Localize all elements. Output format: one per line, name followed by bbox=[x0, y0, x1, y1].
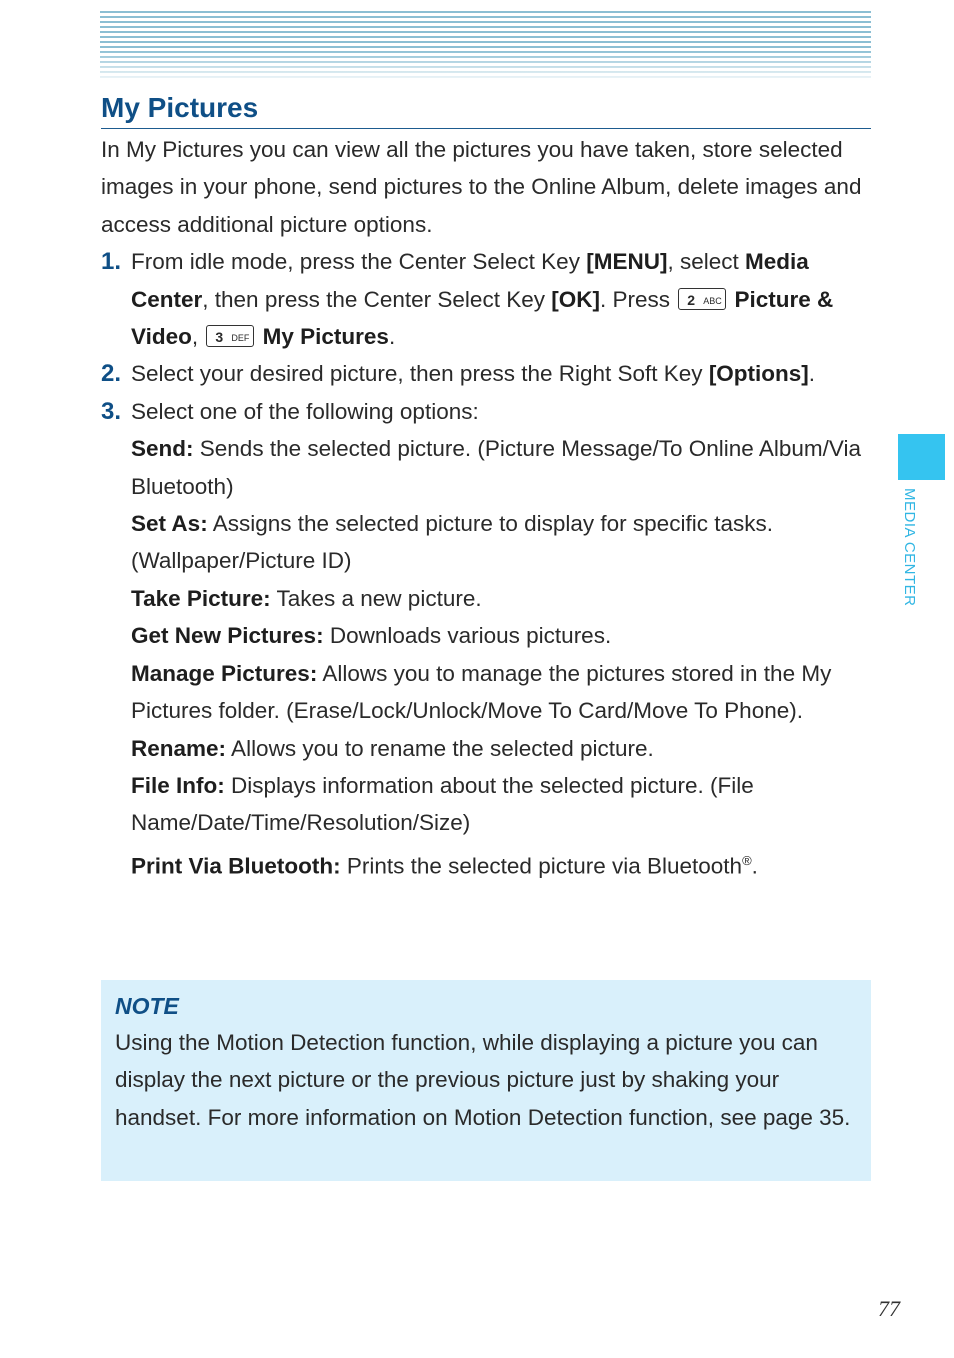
step-text: . bbox=[808, 361, 816, 387]
step-3 bbox=[101, 393, 871, 430]
title-underline bbox=[101, 128, 871, 129]
option-label: File Info: bbox=[131, 772, 225, 798]
step-number: 2. bbox=[101, 360, 122, 388]
picture-video-label: Picture & Video bbox=[131, 286, 834, 350]
menu-key-label: [MENU] bbox=[586, 249, 668, 275]
option-desc: Takes a new picture. bbox=[270, 585, 482, 611]
step-2 bbox=[101, 355, 871, 392]
option-label: Set As: bbox=[131, 511, 208, 537]
step-1 bbox=[101, 243, 871, 355]
my-pictures-label: My Pictures bbox=[262, 324, 389, 350]
step-text: From idle mode, press the Center Select Key bbox=[131, 249, 587, 275]
note-box bbox=[101, 980, 871, 1181]
option-rename bbox=[101, 730, 871, 767]
option-desc: Allows you to manage the pictures stored in the My Pictures folder. (Erase/Lock/Unlock/Move To Card/Move To Phone). bbox=[131, 660, 832, 724]
step-text: , select bbox=[667, 249, 745, 275]
intro-paragraph: In My Pictures you can view all the pictures you have taken, store selected images in your phone, send pictures to the Online Album, delete images and access additional picture options. bbox=[101, 137, 862, 237]
option-set-as bbox=[101, 505, 871, 580]
key-2-icon bbox=[678, 288, 726, 310]
key-letters: ABC bbox=[703, 295, 722, 306]
option-desc: Allows you to rename the selected picture. bbox=[226, 735, 654, 761]
note-body: Using the Motion Detection function, while displaying a picture you can display the next picture or the previous picture just by shaking your handset. For more information on Motion Detection function, see page 35. bbox=[115, 1030, 851, 1130]
option-label: Send: bbox=[131, 436, 194, 462]
key-letters: DEF bbox=[231, 333, 250, 344]
section-tab bbox=[898, 434, 945, 480]
section-label: MEDIA CENTER bbox=[901, 488, 918, 607]
step-text: , then press the Center Select Key bbox=[202, 286, 552, 312]
page-title: My Pictures bbox=[101, 92, 259, 123]
key-3-icon bbox=[206, 325, 254, 347]
key-number: 2 bbox=[687, 291, 696, 308]
options-key-label: [Options] bbox=[708, 361, 809, 387]
step-text: Select your desired picture, then press the Right Soft Key bbox=[131, 361, 709, 387]
option-label: Get New Pictures: bbox=[131, 623, 324, 649]
step-text: . Press bbox=[599, 286, 677, 312]
option-desc: Downloads various pictures. bbox=[323, 623, 612, 649]
header-decoration bbox=[100, 11, 871, 79]
option-take-picture bbox=[101, 580, 871, 617]
option-print-via-bluetooth bbox=[101, 842, 871, 885]
option-label: Manage Pictures: bbox=[131, 660, 318, 686]
step-text: , bbox=[191, 324, 205, 350]
note-title: NOTE bbox=[115, 993, 179, 1019]
step-text: Select one of the following options: bbox=[131, 398, 479, 424]
option-label: Rename: bbox=[131, 735, 227, 761]
key-number: 3 bbox=[215, 329, 224, 346]
option-label: Print Via Bluetooth: bbox=[131, 853, 341, 879]
option-desc: Sends the selected picture. (Picture Message/To Online Album/Via Bluetooth) bbox=[131, 436, 861, 499]
option-desc: Displays information about the selected picture. (File Name/Date/Time/Resolution/Size) bbox=[131, 772, 754, 836]
page-number: 77 bbox=[878, 1296, 900, 1321]
option-desc: Assigns the selected picture to display for specific tasks. (Wallpaper/Picture ID) bbox=[131, 511, 773, 574]
registered-mark: ® bbox=[742, 852, 752, 868]
media-center-label: Media Center bbox=[131, 249, 809, 312]
step-text: . bbox=[388, 324, 396, 350]
option-manage-pictures bbox=[101, 655, 871, 730]
option-desc: Prints the selected picture via Bluetooth bbox=[340, 853, 743, 879]
option-get-new-pictures bbox=[101, 617, 871, 654]
option-label: Take Picture: bbox=[131, 585, 271, 611]
option-desc: . bbox=[751, 853, 758, 879]
step-number: 3. bbox=[101, 397, 122, 425]
step-number: 1. bbox=[101, 248, 122, 276]
main-content bbox=[101, 131, 871, 885]
option-send bbox=[101, 430, 871, 505]
option-file-info bbox=[101, 767, 871, 842]
ok-key-label: [OK] bbox=[551, 286, 600, 312]
